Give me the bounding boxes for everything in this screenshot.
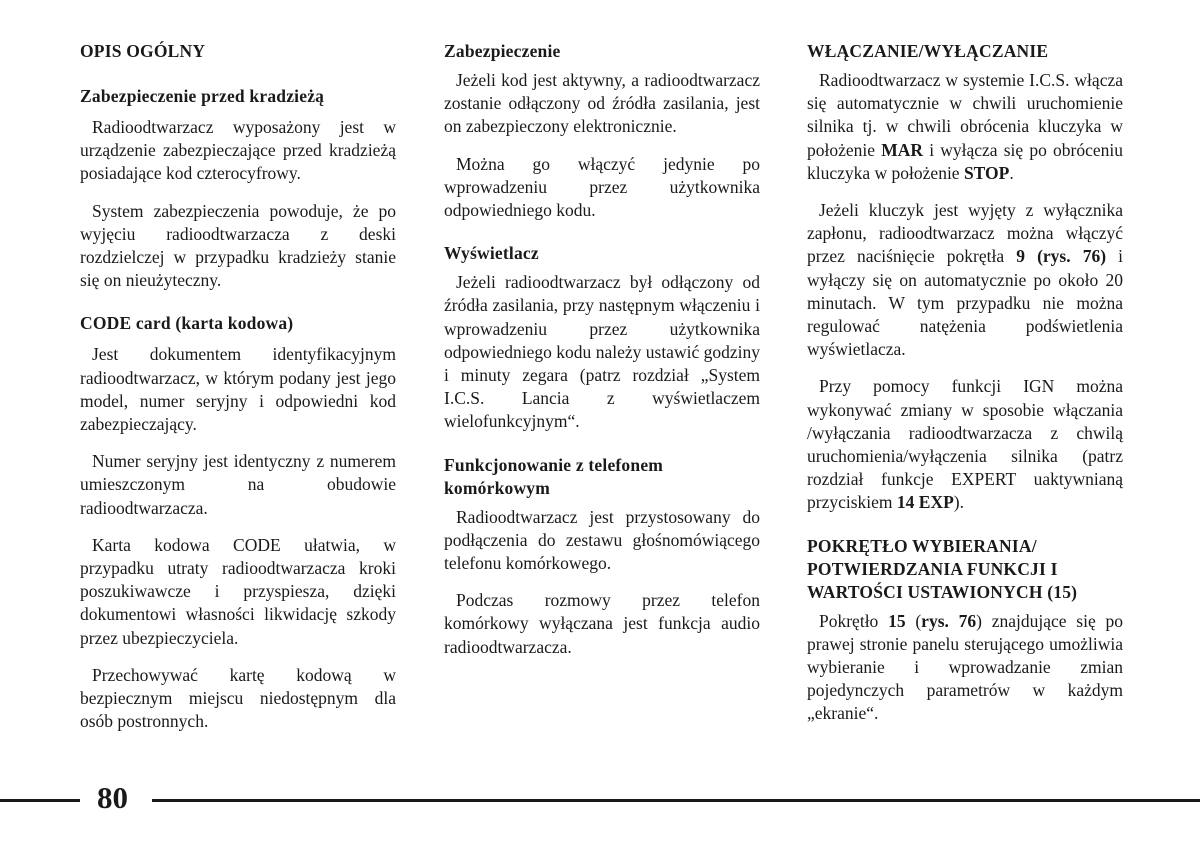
paragraph-theft-1: Radioodtwarzacz wyposażony jest w urządzenie zabezpieczające przed kradzieżą posiadające kod czterocyfrowy.: [80, 117, 396, 184]
text-run: i wyłącza się po obróceniu kluczyka w położenie: [807, 139, 1123, 183]
text-run: Jeżeli kluczyk jest wyjęty z wyłącznika zapłonu, radioodtwarzacz można włączyć przez naciśnięcie pokrętła: [807, 200, 1123, 267]
figure-reference: rys. 76: [921, 610, 977, 631]
paragraph-security-1: Jeżeli kod jest aktywny, a radioodtwarzacz zostanie odłączony od źródła zasilania, jest on zabezpieczony elektronicznie.: [444, 70, 760, 137]
figure-reference: 9 (rys. 76): [1016, 246, 1107, 267]
paragraph-phone-1: Radioodtwarzacz jest przystosowany do podłączenia do zestawu głośnomówiącego telefonu komórkowego.: [444, 506, 760, 574]
text-run: Przy pomocy funkcji IGN można wykonywać zmiany w sposobie włączania /wyłączania radioodtwarzacza z chwilą uruchomienia/wyłączenia silnika (patrz rozdział funkcje EXPERT uaktywnianą przyciskiem: [807, 376, 1123, 513]
knob-reference: 15: [888, 610, 906, 631]
text-run: i wyłączy się on automatycznie po około 20 minutach. W tym przypadku nie można regulować natężenia podświetlenia wyświetlacza.: [807, 246, 1123, 360]
key-position-stop: STOP: [963, 162, 1010, 183]
column-left: [80, 40, 396, 747]
paragraph-on-off-3: [807, 375, 1123, 514]
text-run: ).: [953, 492, 964, 513]
subheading-phone: Funkcjonowanie z telefonem komórkowym: [444, 454, 664, 498]
paragraph-theft-2: System zabezpieczenia powoduje, że po wyjęciu radioodtwarzacza z deski rozdzielczej w przypadku kradzieży stanie się on nieużyteczny.: [80, 200, 396, 291]
paragraph-phone-2: Podczas rozmowy przez telefon komórkowy wyłączana jest funkcja audio radioodtwarzacza.: [444, 590, 760, 657]
paragraph-on-off-2: [807, 199, 1123, 361]
paragraph-code-2: Numer seryjny jest identyczny z numerem umieszczonym na obudowie radioodtwarzacza.: [80, 451, 396, 518]
key-position-mar: MAR: [881, 139, 924, 160]
paragraph-security-2: Można go włączyć jedynie po wprowadzeniu przez użytkownika odpowiedniego kodu.: [444, 153, 760, 221]
page-number: 80: [97, 780, 128, 815]
subheading-code-card: CODE card (karta kodowa): [80, 313, 294, 334]
subheading-theft-protection: Zabezpieczenie przed kradzieżą: [80, 86, 325, 106]
paragraph-knob: [807, 610, 1123, 726]
section-heading-knob: POKRĘTŁO WYBIERANIA/ POTWIERDZANIA FUNKCJI I WARTOŚCI USTAWIONYCH (15): [807, 535, 1078, 602]
paragraph-code-3: Karta kodowa CODE ułatwia, w przypadku utraty radioodtwarzacza kroki poszukiwawcze i przyspiesza, dzięki dokumentowi własności likwidację szkody przez ubezpieczyciela.: [80, 534, 396, 648]
footer-rule-left: [0, 799, 80, 802]
paragraph-code-4: Przechowywać kartę kodową w bezpiecznym miejscu niedostępnym dla osób postronnych.: [80, 664, 396, 732]
text-run: (: [905, 610, 922, 631]
section-heading-on-off: WŁĄCZANIE/WYŁĄCZANIE: [807, 41, 1049, 61]
text-run: ) znajdujące się po prawej stronie panelu sterującego umożliwia wybieranie i wprowadzanie zmian pojedynczych parametrów w każdym „ekranie“.: [807, 610, 1124, 724]
column-right: [807, 40, 1123, 740]
section-heading-general: OPIS OGÓLNY: [80, 41, 206, 61]
subheading-display: Wyświetlacz: [444, 243, 539, 264]
subheading-security: Zabezpieczenie: [444, 41, 561, 61]
paragraph-on-off-1: [807, 69, 1123, 185]
text-run: Radioodtwarzacz w systemie I.C.S. włącza się automatycznie w chwili uruchomienie silnika tj. w chwili obrócenia kluczyka w położenie: [807, 70, 1123, 160]
text-run: Pokrętło: [819, 610, 889, 631]
text-run: .: [1009, 162, 1014, 183]
paragraph-display-1: Jeżeli radioodtwarzacz był odłączony od źródła zasilania, przy następnym włączeniu i wprowadzeniu przez użytkownika odpowiedniego kodu należy ustawić godziny i minuty zegara (patrz rozdział „System I.C.S. Lancia z wyświetlaczem wielofunkcyjnym“.: [444, 272, 760, 432]
footer-rule-right: [152, 799, 1200, 802]
button-reference: 14 EXP: [896, 492, 954, 513]
column-middle: [444, 40, 760, 673]
paragraph-code-1: Jest dokumentem identyfikacyjnym radioodtwarzacz, w którym podany jest jego model, numer seryjny i odpowiedni kod zabezpieczający.: [80, 344, 396, 435]
